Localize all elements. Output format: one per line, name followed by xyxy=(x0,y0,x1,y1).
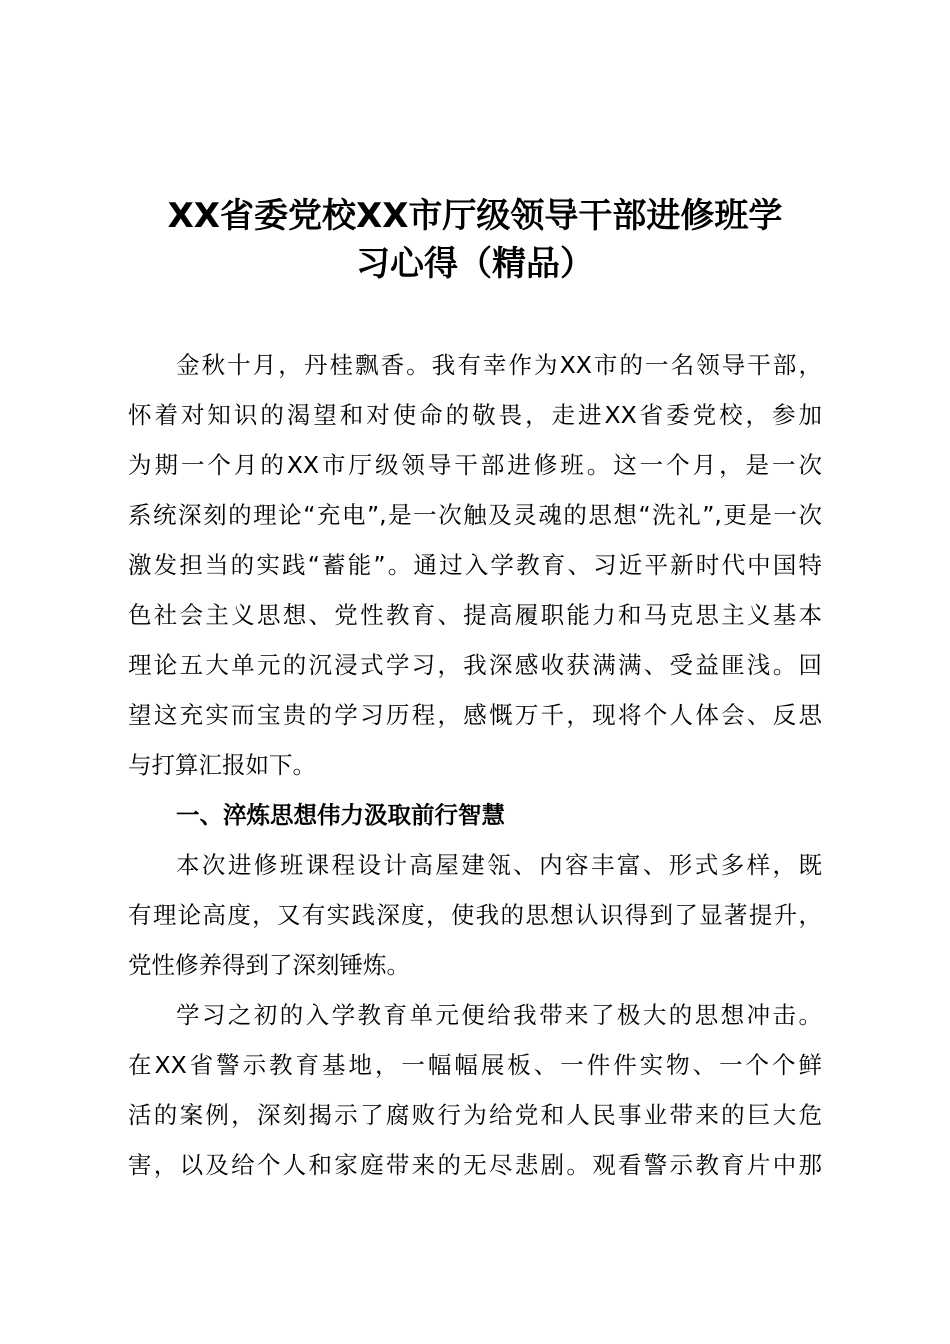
paragraph xyxy=(128,840,822,990)
text-line: 活的案例，深刻揭示了腐败行为给党和人民事业带来的巨大危 xyxy=(128,1101,822,1129)
text-line: 学习之初的入学教育单元便给我带来了极大的思想冲击。 xyxy=(176,1001,822,1029)
text-line: 色社会主义思想、党性教育、提高履职能力和马克思主义基本 xyxy=(128,601,822,629)
text-line: 理论五大单元的沉浸式学习，我深感收获满满、受益匪浅。回 xyxy=(128,651,822,679)
text-line: 有理论高度，又有实践深度，使我的思想认识得到了显著提升， xyxy=(128,901,822,929)
text-line: 系统深刻的理论“充电”,是一次触及灵魂的思想“洗礼”,更是一次 xyxy=(128,501,822,529)
text-line: 怀着对知识的渴望和对使命的敬畏，走进XX省委党校，参加 xyxy=(128,401,822,429)
document-title xyxy=(0,192,950,288)
paragraph-intro xyxy=(128,340,822,790)
text-line: 害，以及给个人和家庭带来的无尽悲剧。观看警示教育片中那 xyxy=(128,1151,822,1179)
text-line: 与打算汇报如下。 xyxy=(128,751,316,779)
text-line: 望这充实而宝贵的学习历程，感慨万千，现将个人体会、反思 xyxy=(128,701,822,729)
text-line: 党性修养得到了深刻锤炼。 xyxy=(128,951,410,979)
text-line: 金秋十月，丹桂飘香。我有幸作为XX市的一名领导干部， xyxy=(176,351,822,379)
document-body xyxy=(128,340,822,1190)
text-line: 为期一个月的XX市厅级领导干部进修班。这一个月，是一次 xyxy=(128,451,822,479)
text-line: 本次进修班课程设计高屋建瓴、内容丰富、形式多样，既 xyxy=(176,851,822,879)
text-line: 在XX省警示教育基地，一幅幅展板、一件件实物、一个个鲜 xyxy=(128,1051,822,1079)
text-line: 激发担当的实践“蓄能”。通过入学教育、习近平新时代中国特 xyxy=(128,551,822,579)
title-line-2: 习心得（精品） xyxy=(356,244,594,284)
section-heading: 一、淬炼思想伟力汲取前行智慧 xyxy=(176,801,505,829)
paragraph xyxy=(128,990,822,1190)
title-line-1: XX省委党校XX市厅级领导干部进修班学 xyxy=(167,196,783,236)
